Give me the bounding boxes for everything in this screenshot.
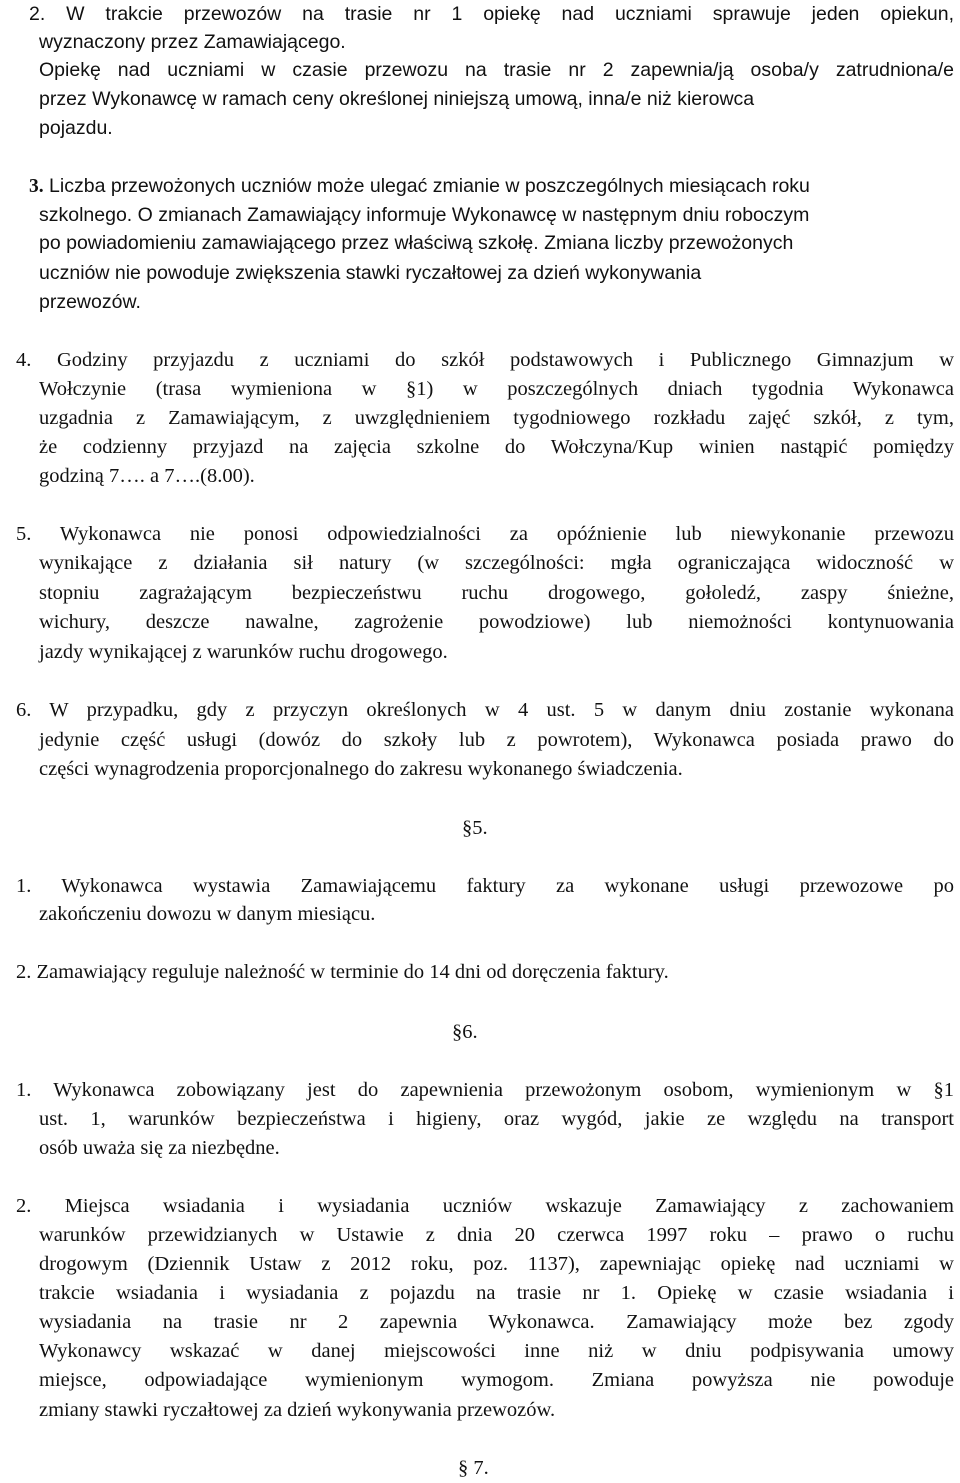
- text-line: Opiekę nad uczniami w czasie przewozu na trasie nr 2 zapewnia/ją osoba/y zatrudniona/e: [39, 59, 954, 81]
- text-line: 6. W przypadku, gdy z przyczyn określonych w 4 ust. 5 w danym dniu zostanie wykonana: [16, 699, 954, 721]
- section-heading: §6.: [452, 1021, 478, 1043]
- text-line: wyznaczony przez Zamawiającego.: [39, 31, 346, 53]
- text-line: 2. Zamawiający reguluje należność w terminie do 14 dni od doręczenia faktury.: [16, 961, 669, 983]
- text-line: osób uważa się za niezbędne.: [39, 1137, 280, 1159]
- text-line: 1. Wykonawca zobowiązany jest do zapewnienia przewożonym osobom, wymienionym w §1: [16, 1079, 954, 1101]
- text-line: ust. 1, warunków bezpieczeństwa i higieny, oraz wygód, jakie ze względu na transport: [39, 1108, 954, 1130]
- text-line: [29, 172, 810, 200]
- text-line: po powiadomieniu zamawiającego przez właściwą szkołę. Zmiana liczby przewożonych: [39, 232, 794, 254]
- text-line: przez Wykonawcę w ramach ceny określonej niniejszą umową, inna/e niż kierowca: [39, 88, 755, 110]
- text-line: jazdy wynikającej z warunków ruchu drogowego.: [39, 641, 448, 663]
- text-span: Liczba przewożonych uczniów może ulegać zmianie w poszczególnych miesiącach roku: [43, 175, 810, 197]
- text-line: wynikające z działania sił natury (w szczególności: mgła ograniczająca widoczność w: [39, 552, 954, 574]
- text-line: trakcie wsiadania i wysiadania z pojazdu na trasie nr 1. Opiekę w czasie wsiadania i: [39, 1282, 954, 1304]
- text-line: wichury, deszcze nawalne, zagrożenie powodziowe) lub niemożności kontynuowania: [39, 611, 954, 633]
- text-line: Wykonawcy wskazać w danej miejscowości inne niż w dniu podpisywania umowy: [39, 1340, 954, 1362]
- text-line: uzgadnia z Zamawiającym, z uwzględnieniem tygodniowego rozkładu zajęć szkół, z tym,: [39, 407, 954, 429]
- text-line: zmiany stawki ryczałtowej za dzień wykonywania przewozów.: [39, 1399, 556, 1421]
- section-heading: § 7.: [458, 1457, 489, 1479]
- section-heading: §5.: [462, 817, 488, 839]
- text-line: drogowym (Dziennik Ustaw z 2012 roku, poz. 1137), zapewniając opiekę nad uczniami w: [39, 1253, 954, 1275]
- text-line: miejsce, odpowiadające wymienionym wymogom. Zmiana powyższa nie powoduje: [39, 1369, 954, 1391]
- text-line: Wołczynie (trasa wymieniona w §1) w poszczególnych dniach tygodnia Wykonawca: [39, 378, 954, 400]
- text-line: części wynagrodzenia proporcjonalnego do zakresu wykonanego świadczenia.: [39, 758, 683, 780]
- text-line: że codzienny przyjazd na zajęcia szkolne do Wołczyna/Kup winien nastąpić pomiędzy: [39, 436, 954, 458]
- text-line: 2. Miejsca wsiadania i wysiadania uczniów wskazuje Zamawiający z zachowaniem: [16, 1195, 954, 1217]
- text-line: stopniu zagrażającym bezpieczeństwu ruchu drogowego, gołoledź, zaspy śnieżne,: [39, 582, 954, 604]
- text-line: szkolnego. O zmianach Zamawiający informuje Wykonawcę w następnym dniu roboczym: [39, 204, 810, 226]
- text-line: 2. W trakcie przewozów na trasie nr 1 opiekę nad uczniami sprawuje jeden opiekun,: [29, 3, 954, 25]
- text-line: 1. Wykonawca wystawia Zamawiającemu faktury za wykonane usługi przewozowe po: [16, 875, 954, 897]
- text-line: godziną 7…. a 7….(8.00).: [39, 465, 255, 487]
- text-line: 4. Godziny przyjazdu z uczniami do szkół podstawowych i Publicznego Gimnazjum w: [16, 349, 954, 371]
- text-line: warunków przewidzianych w Ustawie z dnia 20 czerwca 1997 roku – prawo o ruchu: [39, 1224, 954, 1246]
- text-line: pojazdu.: [39, 117, 113, 139]
- text-line: zakończeniu dowozu w danym miesiącu.: [39, 903, 376, 925]
- text-line: wysiadania na trasie nr 2 zapewnia Wykonawca. Zamawiający może bez zgody: [39, 1311, 954, 1333]
- text-line: jedynie część usługi (dowóz do szkoły lub z powrotem), Wykonawca posiada prawo do: [39, 729, 954, 751]
- item-number: 3.: [29, 176, 44, 197]
- text-line: uczniów nie powoduje zwiększenia stawki ryczałtowej za dzień wykonywania: [39, 262, 702, 284]
- text-line: 5. Wykonawca nie ponosi odpowiedzialności za opóźnienie lub niewykonanie przewozu: [16, 523, 954, 545]
- text-line: przewozów.: [39, 291, 141, 313]
